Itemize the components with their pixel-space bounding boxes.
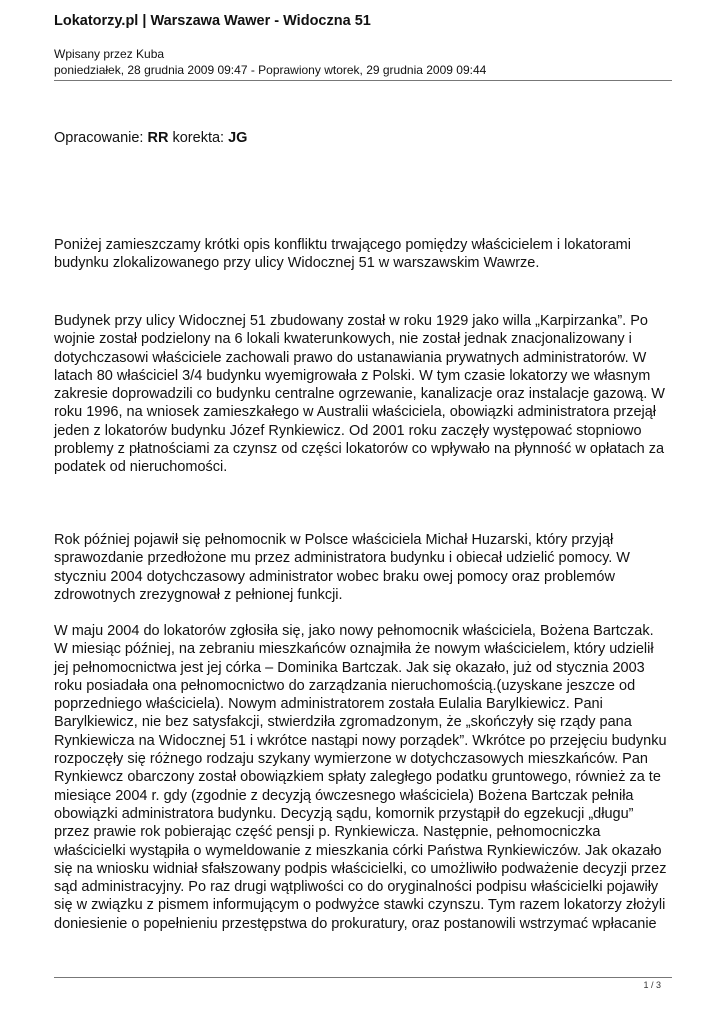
text-line: sprawozdanie przedłożone mu przez administratora budynku i obiecał udzielić pomocy. W [54,550,630,567]
text-line: Rynkiewcz obarczony został obowiązkiem spłaty zaległego podatku gruntowego, również za te [54,769,661,786]
paragraph-proxy [54,531,672,604]
text-line: Barylkiewicz, nie bez satysfakcji, stwierdziła zgromadzonym, że „skończyły się rządy pana [54,714,632,731]
text-line: Rok później pojawił się pełnomocnik w Polsce właściciela Michał Huzarski, który przyjął [54,532,614,548]
page-number: 1 / 3 [643,980,661,990]
text-line: przez prawie rok pobierając część pensji p. Rynkiewicza. Następnie, pełnomocniczka [54,824,601,841]
paragraph-conflict [54,622,672,933]
text-line: właścicielki wystąpiła o wymeldowanie z mieszkania córki Państwa Rynkiewiczów. Jak okazało [54,842,662,859]
text-line: roku 1996, na wniosek zamieszkałego w Australii właściciela, obowiązki administratora przejął [54,404,657,421]
footer-divider [54,977,672,978]
text-line: obowiązki administratora budynku. Decyzją sądu, komornik przystąpił do egzekucji „długu” [54,805,634,822]
credits-editor: RR [147,130,169,146]
text-line: styczniu 2004 dotychczasowy administrator wobec braku owej pomocy oraz problemów [54,568,615,585]
text-line: W miesiąc później, na zebraniu mieszkańców oznajmiła że nowym właścicielem, który udzielił [54,641,654,658]
text-line: zdrowotnych zrezygnował z pełnionej funkcji. [54,586,343,603]
credits-prefix: Opracowanie: [54,130,148,146]
text-line: jeden z lokatorów budynku Józef Rynkiewicz. Od 2001 roku zaczęły występować stopniowo [54,422,642,439]
date-line: poniedziałek, 28 grudnia 2009 09:47 - Poprawiony wtorek, 29 grudnia 2009 09:44 [54,63,487,77]
text-line: Budynek przy ulicy Widocznej 51 zbudowany został w roku 1929 jako willa „Karpirzanka”. Po [54,313,648,329]
text-line: sąd administracyjny. Po raz drugi wątpliwości co do oryginalności podpisu właścicielki pojawiły [54,879,659,896]
text-line: podatek od nieruchomości. [54,459,228,476]
text-line: jej pełnomocnictwa jest jej córka – Dominika Bartczak. Jak się okazało, już od stycznia 2003 [54,659,645,676]
credits-proofreader: JG [228,130,248,146]
text-line: Rynkiewicza na Widocznej 51 i wkrótce nastąpi nowy porządek”. Wkrótce po przejęciu budynku [54,732,667,749]
paragraph-history [54,312,672,477]
text-line: latach 80 właściciel 3/4 budynku wyemigrowała z Polski. W tym czasie lokatorzy we własnym [54,367,651,384]
article-meta [54,46,486,78]
paragraph-intro [54,236,672,273]
text-line: budynku zlokalizowanego przy ulicy Widocznej 51 w warszawskim Wawrze. [54,255,540,272]
text-line: się na wniosku widniał sfałszowany podpis właścicielki, co umożliwiło podważenie decyzji przez [54,860,667,877]
text-line: dotychczasowi właściciele zachowali prawo do ustanawiania prywatnych administratorów. W [54,349,647,366]
text-line: doniesienie o popełnieniu przestępstwa do prokuratury, oraz postanowili wstrzymać wpłacanie [54,915,657,932]
text-line: W maju 2004 do lokatorów zgłosiła się, jako nowy pełnomocnik właściciela, Bożena Bartczak. [54,623,654,639]
text-line: zakresie doprowadzili co budynku centralne ogrzewanie, kanalizacje oraz instalacje gazową. W [54,386,665,403]
text-line: poprzedniego właściciela). Nowym administratorem została Eulalia Barylkiewicz. Pani [54,696,603,713]
document-title: Lokatorzy.pl | Warszawa Wawer - Widoczna 51 [54,13,371,29]
text-line: rozpoczęły się różnego rodzaju szykany wymierzone w dotychczasowych mieszkańców. Pan [54,751,648,768]
text-line: miesiące 2004 r. gdy (zgodnie z decyzją ówczesnego właściciela) Bożena Bartczak pełniła [54,787,634,804]
credits-line [54,130,247,146]
text-line: wojnie został podzielony na 6 lokali kwaterunkowych, nie został jednak znacjonalizowany i [54,331,632,348]
header-divider [54,80,672,81]
text-line: Poniżej zamieszczamy krótki opis konfliktu trwającego pomiędzy właścicielem i lokatorami [54,237,631,253]
text-line: się w związku z pismem informującym o podwyżce stawki czynszu. Tym razem lokatorzy złożyli [54,897,666,914]
author-line: Wpisany przez Kuba [54,47,165,61]
text-line: roku posiadała ona pełnomocnictwo do zarządzania nieruchomością.(uzyskane jeszcze od [54,677,636,694]
text-line: problemy z płatnościami za czynsz od części lokatorów co wpływało na płynność w opłatach za [54,441,665,458]
credits-middle: korekta: [168,130,229,146]
